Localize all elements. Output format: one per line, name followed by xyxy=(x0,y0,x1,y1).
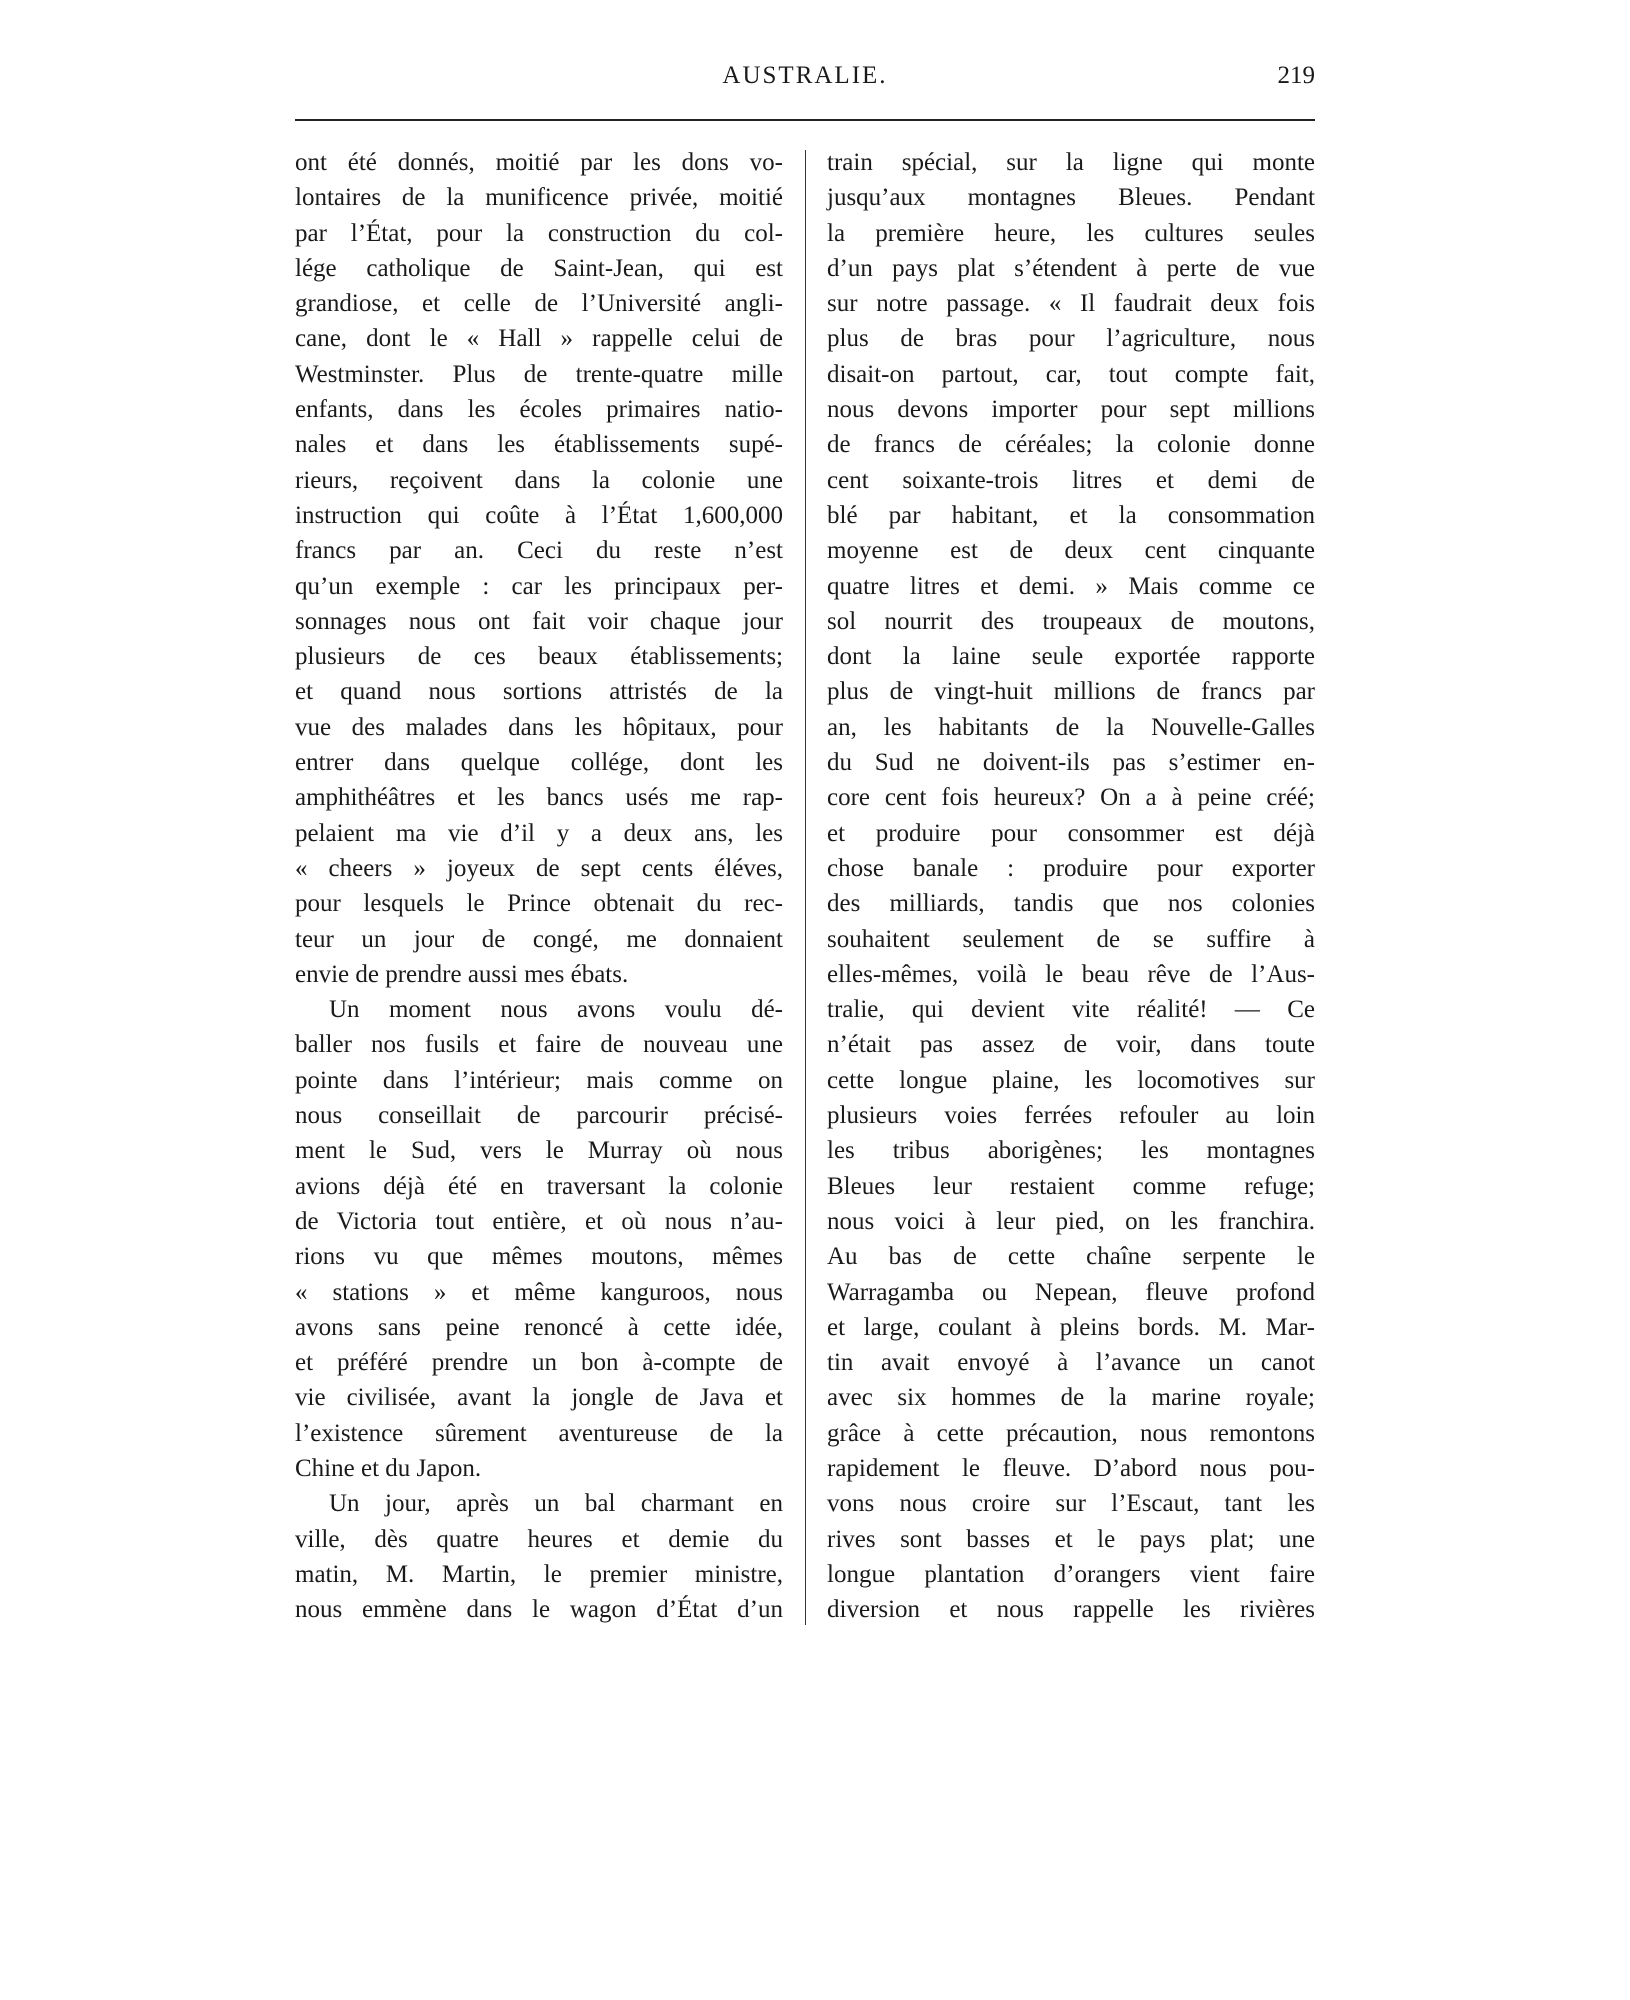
text-line: plusieurs de ces beaux établissements; xyxy=(295,643,783,671)
left-column xyxy=(295,145,783,1627)
text-line: plus de vingt-huit millions de francs par xyxy=(827,678,1315,706)
text-line: de Victoria tout entière, et où nous n’au- xyxy=(295,1207,783,1235)
text-line: disait-on partout, car, tout compte fait, xyxy=(827,360,1315,388)
text-line: grâce à cette précaution, nous remontons xyxy=(827,1419,1315,1447)
column-divider xyxy=(805,150,806,1625)
text-line: sonnages nous ont fait voir chaque jour xyxy=(295,607,783,635)
text-line: nous voici à leur pied, on les franchira. xyxy=(827,1207,1315,1235)
text-line: lontaires de la munificence privée, moitié xyxy=(295,184,783,212)
text-line: core cent fois heureux? On a à peine créé; xyxy=(827,784,1315,812)
text-line: nous conseillait de parcourir précisé- xyxy=(295,1102,783,1130)
text-line: dont la laine seule exportée rapporte xyxy=(827,643,1315,671)
text-line: ont été donnés, moitié par les dons vo- xyxy=(295,149,783,176)
text-line: avions déjà été en traversant la colonie xyxy=(295,1172,783,1200)
text-line: cette longue plaine, les locomotives sur xyxy=(827,1066,1315,1094)
text-line: et large, coulant à pleins bords. M. Mar- xyxy=(827,1313,1315,1341)
text-line: elles-mêmes, voilà le beau rêve de l’Aus- xyxy=(827,960,1315,988)
text-line: Warragamba ou Nepean, fleuve profond xyxy=(827,1278,1315,1306)
text-line: instruction qui coûte à l’État 1,600,000 xyxy=(295,501,783,529)
text-line: et quand nous sortions attristés de la xyxy=(295,678,783,706)
text-line: cent soixante-trois litres et demi de xyxy=(827,466,1315,494)
text-line: de francs de céréales; la colonie donne xyxy=(827,431,1315,459)
text-line: avec six hommes de la marine royale; xyxy=(827,1384,1315,1412)
text-line: n’était pas assez de voir, dans toute xyxy=(827,1031,1315,1059)
text-line: vie civilisée, avant la jongle de Java et xyxy=(295,1384,783,1412)
text-line: train spécial, sur la ligne qui monte xyxy=(827,149,1315,176)
text-line: jusqu’aux montagnes Bleues. Pendant xyxy=(827,184,1315,212)
text-line: teur un jour de congé, me donnaient xyxy=(295,925,783,953)
text-line: l’existence sûrement aventureuse de la xyxy=(295,1419,783,1447)
text-line: ment le Sud, vers le Murray où nous xyxy=(295,1137,783,1165)
text-line: et préféré prendre un bon à-compte de xyxy=(295,1349,783,1377)
right-column xyxy=(827,145,1315,1627)
text-line: Un moment nous avons voulu dé- xyxy=(329,996,783,1024)
text-line: longue plantation d’orangers vient faire xyxy=(827,1560,1315,1588)
text-line: blé par habitant, et la consommation xyxy=(827,501,1315,529)
text-line: la première heure, les cultures seules xyxy=(827,219,1315,247)
text-line: qu’un exemple : car les principaux per- xyxy=(295,572,783,600)
text-line: envie de prendre aussi mes ébats. xyxy=(295,960,629,988)
text-line: matin, M. Martin, le premier ministre, xyxy=(295,1560,783,1588)
text-line: Westminster. Plus de trente-quatre mille xyxy=(295,360,783,388)
text-line: souhaitent seulement de se suffire à xyxy=(827,925,1315,953)
text-line: tralie, qui devient vite réalité! — Ce xyxy=(827,996,1315,1024)
text-line: ville, dès quatre heures et demie du xyxy=(295,1525,783,1553)
running-head-title: AUSTRALIE. xyxy=(722,62,888,89)
text-line: lége catholique de Saint-Jean, qui est xyxy=(295,254,783,282)
text-line: Un jour, après un bal charmant en xyxy=(329,1490,783,1518)
text-line: enfants, dans les écoles primaires natio- xyxy=(295,396,783,424)
text-line: Chine et du Japon. xyxy=(295,1454,482,1482)
text-line: sur notre passage. « Il faudrait deux fois xyxy=(827,290,1315,318)
text-line: tin avait envoyé à l’avance un canot xyxy=(827,1349,1315,1377)
text-line: sol nourrit des troupeaux de moutons, xyxy=(827,607,1315,635)
text-line: amphithéâtres et les bancs usés me rap- xyxy=(295,784,783,812)
text-line: Au bas de cette chaîne serpente le xyxy=(827,1243,1315,1271)
text-line: cane, dont le « Hall » rappelle celui de xyxy=(295,325,783,353)
text-line: rieurs, reçoivent dans la colonie une xyxy=(295,466,783,494)
text-line: rions vu que mêmes moutons, mêmes xyxy=(295,1243,783,1271)
text-line: francs par an. Ceci du reste n’est xyxy=(295,537,783,565)
text-line: d’un pays plat s’étendent à perte de vue xyxy=(827,254,1315,282)
text-line: et produire pour consommer est déjà xyxy=(827,819,1315,847)
text-line: vons nous croire sur l’Escaut, tant les xyxy=(827,1490,1315,1518)
text-line: Bleues leur restaient comme refuge; xyxy=(827,1172,1315,1200)
text-line: vue des malades dans les hôpitaux, pour xyxy=(295,713,783,741)
text-line: diversion et nous rappelle les rivières xyxy=(827,1596,1315,1624)
header-rule xyxy=(295,119,1315,121)
text-line: nous emmène dans le wagon d’État d’un xyxy=(295,1596,783,1624)
text-line: les tribus aborigènes; les montagnes xyxy=(827,1137,1315,1165)
page-number: 219 xyxy=(1277,62,1315,89)
text-line: an, les habitants de la Nouvelle-Galles xyxy=(827,713,1315,741)
text-line: moyenne est de deux cent cinquante xyxy=(827,537,1315,565)
text-line: baller nos fusils et faire de nouveau une xyxy=(295,1031,783,1059)
text-line: avons sans peine renoncé à cette idée, xyxy=(295,1313,783,1341)
text-line: rapidement le fleuve. D’abord nous pou- xyxy=(827,1454,1315,1482)
text-line: entrer dans quelque collége, dont les xyxy=(295,749,783,777)
text-line: plus de bras pour l’agriculture, nous xyxy=(827,325,1315,353)
text-line: grandiose, et celle de l’Université angli- xyxy=(295,290,783,318)
text-line: « cheers » joyeux de sept cents éléves, xyxy=(295,854,783,882)
text-line: quatre litres et demi. » Mais comme ce xyxy=(827,572,1315,600)
text-line: par l’État, pour la construction du col- xyxy=(295,219,783,247)
text-line: nales et dans les établissements supé- xyxy=(295,431,783,459)
running-head xyxy=(295,62,1315,102)
text-line: pelaient ma vie d’il y a deux ans, les xyxy=(295,819,783,847)
text-line: nous devons importer pour sept millions xyxy=(827,396,1315,424)
text-line: des milliards, tandis que nos colonies xyxy=(827,890,1315,918)
text-line: chose banale : produire pour exporter xyxy=(827,854,1315,882)
text-line: du Sud ne doivent-ils pas s’estimer en- xyxy=(827,749,1315,777)
text-line: « stations » et même kanguroos, nous xyxy=(295,1278,783,1306)
text-line: pointe dans l’intérieur; mais comme on xyxy=(295,1066,783,1094)
text-line: rives sont basses et le pays plat; une xyxy=(827,1525,1315,1553)
text-line: pour lesquels le Prince obtenait du rec- xyxy=(295,890,783,918)
text-line: plusieurs voies ferrées refouler au loin xyxy=(827,1102,1315,1130)
